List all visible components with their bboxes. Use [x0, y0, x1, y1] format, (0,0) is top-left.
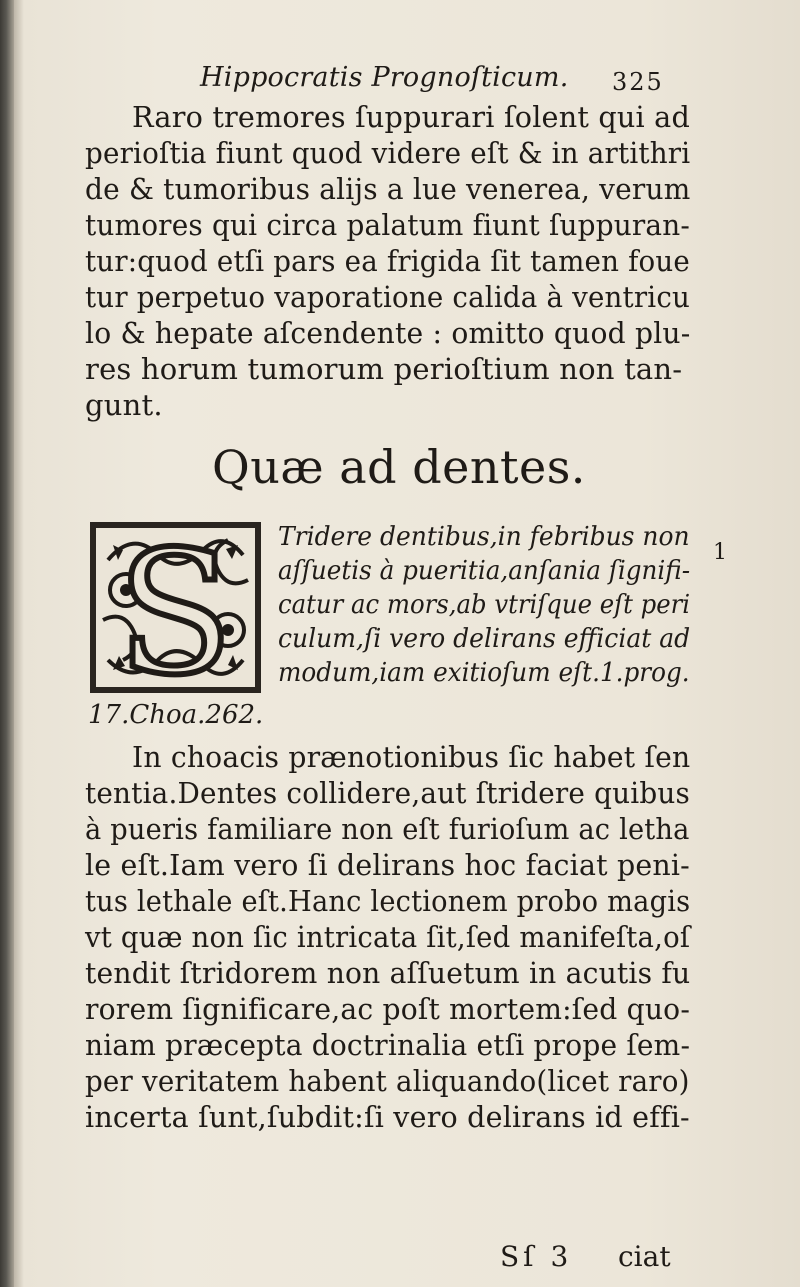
aphorism-line: Tridere dentibus,in febribus non	[278, 522, 690, 552]
text-line: rorem ſignificare,ac poſt mortem:ſed quo-	[85, 992, 691, 1026]
text-line: tus lethale eſt.Hanc lectionem probo magis	[85, 884, 691, 918]
aphorism-line: aſſuetis à pueritia,anſania ſignifi-	[278, 556, 691, 586]
text-line: de & tumoribus alijs a lue venerea, verum	[85, 172, 691, 206]
text-line: tendit ſtridorem non aſſuetum in acutis fu	[85, 956, 691, 990]
text-line: Raro tremores ſuppurari ſolent qui ad	[132, 100, 690, 134]
text-line: tur perpetuo vaporatione calida à ventricu	[85, 280, 691, 314]
text-line: lo & hepate aſcendente : omitto quod plu-	[85, 316, 691, 350]
text-line: vt quæ non ſic intricata ſit,ſed manifeſta,oſ	[85, 920, 691, 954]
running-head-title: Hippocratis Prognoſticum.	[200, 62, 569, 93]
decorated-initial-ornament	[88, 520, 263, 695]
text-line: tumores qui circa palatum fiunt ſuppuran-	[85, 208, 691, 242]
text-line: niam præcepta doctrinalia etſi prope ſem-	[85, 1028, 691, 1062]
text-line: In choacis prænotionibus ſic habet ſen	[132, 740, 691, 774]
page-gutter-shadow	[0, 0, 14, 1287]
text-line: le eſt.Iam vero ſi delirans hoc faciat peni-	[85, 848, 690, 882]
text-line: res horum tumorum perioſtium non tan-	[85, 352, 683, 386]
aphorism-line: catur ac mors,ab vtriſque eſt peri	[278, 590, 691, 620]
page-gutter-fade	[14, 0, 24, 1287]
aphorism-line: culum,ſi vero delirans efficiat ad	[278, 624, 691, 654]
margin-note: 1	[713, 540, 727, 565]
catchword: ciat	[618, 1240, 671, 1273]
text-line: gunt.	[85, 388, 163, 422]
text-line: à pueris familiare non eſt furioſum ac letha	[85, 812, 690, 846]
signature-mark: Sſ 3	[500, 1240, 573, 1273]
text-line: per veritatem habent aliquando(licet raro)	[85, 1064, 690, 1098]
running-head	[200, 62, 664, 102]
section-heading: Quæ ad dentes.	[212, 440, 586, 494]
decorated-initial	[88, 520, 263, 695]
text-line: tur:quod etſi pars ea frigida ſit tamen foue	[85, 244, 690, 278]
aphorism-line: modum,iam exitioſum eſt.1.prog.	[278, 658, 690, 688]
text-line: perioſtia fiunt quod videre eſt & in artithri	[85, 136, 691, 170]
initial-letter: S	[116, 520, 234, 695]
aphorism-reference: 17.Choa.262.	[88, 700, 264, 730]
text-line: tentia.Dentes collidere,aut ſtridere quibus	[85, 776, 691, 810]
text-line: incerta ſunt,ſubdit:ſi vero delirans id effi-	[85, 1100, 690, 1134]
page-number: 325	[612, 68, 664, 96]
